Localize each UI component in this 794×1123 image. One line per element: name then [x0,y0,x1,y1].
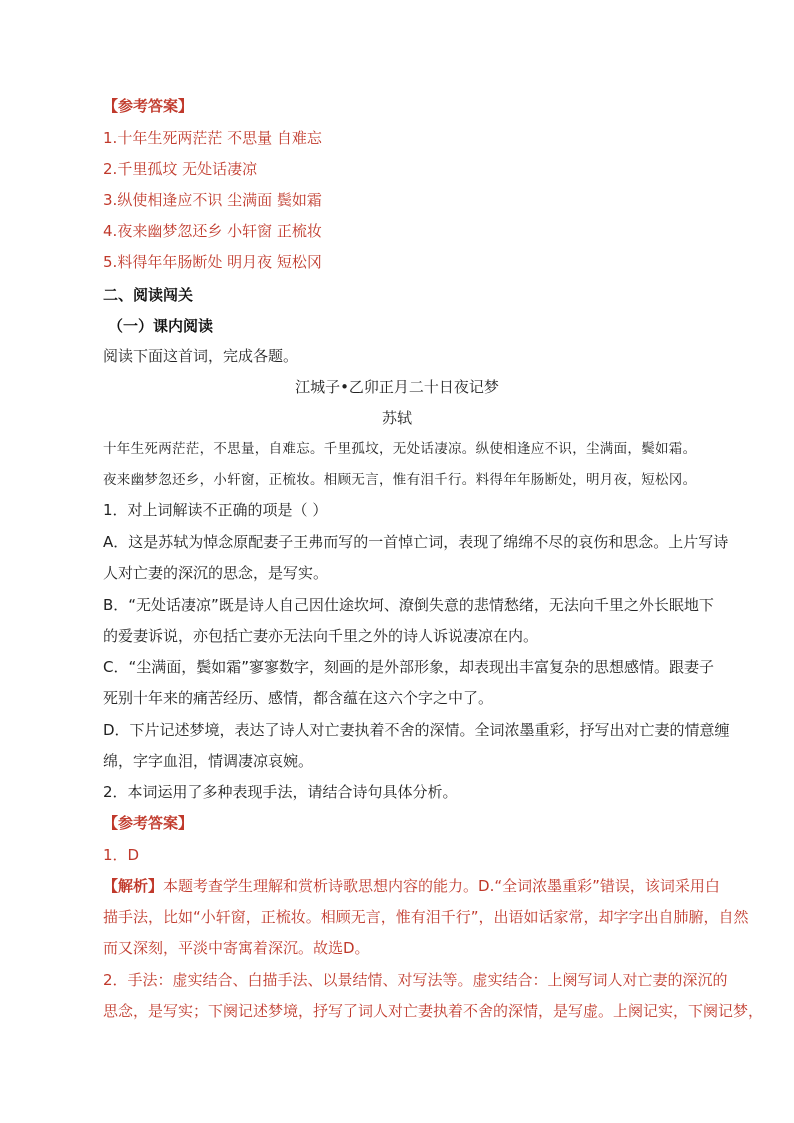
poem-line-1: 十年生死两茫茫，不思量，自难忘。千里孤坟，无处话凄凉。纵使相逢应不识，尘满面，鬓如霜。 [103,441,697,457]
answer-item-number: 5. [103,253,118,271]
answer-item-number: 4. [103,222,118,240]
answer-item-text: 十年生死两茫茫 不思量 自难忘 [117,129,322,147]
analysis-line-3: 而又深刻，平淡中寄寓着深沉。故选D。 [103,939,370,957]
answer-item-5 [103,252,322,272]
answer-item-number: 1. [103,129,118,147]
answer-item-2 [103,159,257,179]
analysis-text: 本题考查学生理解和赏析诗歌思想内容的能力。D.“全词浓墨重彩”错误，该词采用白 [163,877,720,895]
option-c-line-1: C．“尘满面，鬓如霜”寥寥数字，刻画的是外部形象，却表现出丰富复杂的思想感情。跟妻子 [103,658,715,676]
subsection-title: （一）课内阅读 [108,317,214,335]
question-1-stem: 1．对上词解读不正确的项是（ ） [103,501,328,519]
answer-2-line-1: 2．手法：虚实结合、白描手法、以景结情、对写法等。虚实结合：上阕写词人对亡妻的深沉的 [103,971,728,989]
analysis-label: 【解析】 [103,877,164,895]
answer-item-text: 夜来幽梦忽还乡 小轩窗 正梳妆 [117,222,322,240]
option-a-line-2: 人对亡妻的深沉的思念，是写实。 [103,564,329,582]
answer-2-line-2: 思念，是写实；下阕记述梦境，抒写了词人对亡妻执着不舍的深情，是写虚。上阕记实，下阕记梦， [103,1002,764,1020]
section-title: 二、阅读闯关 [103,286,194,304]
answer-header-2: 【参考答案】 [103,814,194,832]
answer-header-1: 【参考答案】 [103,97,194,115]
poem-line-2: 夜来幽梦忽还乡，小轩窗，正梳妆。相顾无言，惟有泪千行。料得年年肠断处，明月夜，短松冈。 [103,472,697,488]
question-2-stem: 2．本词运用了多种表现手法，请结合诗句具体分析。 [103,783,458,801]
analysis-line-2: 描手法，比如“小轩窗，正梳妆。相顾无言，惟有泪千行”，出语如话家常，却字字出自肺腑，自然 [103,908,749,926]
answer-item-number: 2. [103,160,118,178]
answer-item-4 [103,221,322,241]
answer-item-number: 3. [103,191,118,209]
answer-item-3 [103,190,322,210]
option-d-line-1: D．下片记述梦境，表达了诗人对亡妻执着不舍的深情。全词浓墨重彩，抒写出对亡妻的情意缠 [103,721,730,739]
instruction-text: 阅读下面这首词，完成各题。 [103,347,299,365]
answer-item-text: 纵使相逢应不识 尘满面 鬓如霜 [117,191,322,209]
answer-item-text: 千里孤坟 无处话凄凉 [117,160,258,178]
answer-1: 1．D [103,846,140,864]
option-a-line-1: A．这是苏轼为悼念原配妻子王弗而写的一首悼亡词，表现了绵绵不尽的哀伤和思念。上片写诗 [103,533,729,551]
option-c-line-2: 死别十年来的痛苦经历、感情，都含蕴在这六个字之中了。 [103,689,494,707]
poem-author: 苏轼 [381,409,412,427]
analysis-line-1 [103,876,720,896]
poem-title: 江城子•乙卯正月二十日夜记梦 [295,378,499,396]
answer-item-text: 料得年年肠断处 明月夜 短松冈 [117,253,322,271]
option-d-line-2: 绵，字字血泪，情调凄凉哀婉。 [103,752,314,770]
option-b-line-2: 的爱妻诉说，亦包括亡妻亦无法向千里之外的诗人诉说凄凉在内。 [103,627,539,645]
answer-item-1 [103,128,322,148]
option-b-line-1: B．“无处话凄凉”既是诗人自己因仕途坎坷、潦倒失意的悲情愁绪，无法向千里之外长眠地下 [103,596,714,614]
